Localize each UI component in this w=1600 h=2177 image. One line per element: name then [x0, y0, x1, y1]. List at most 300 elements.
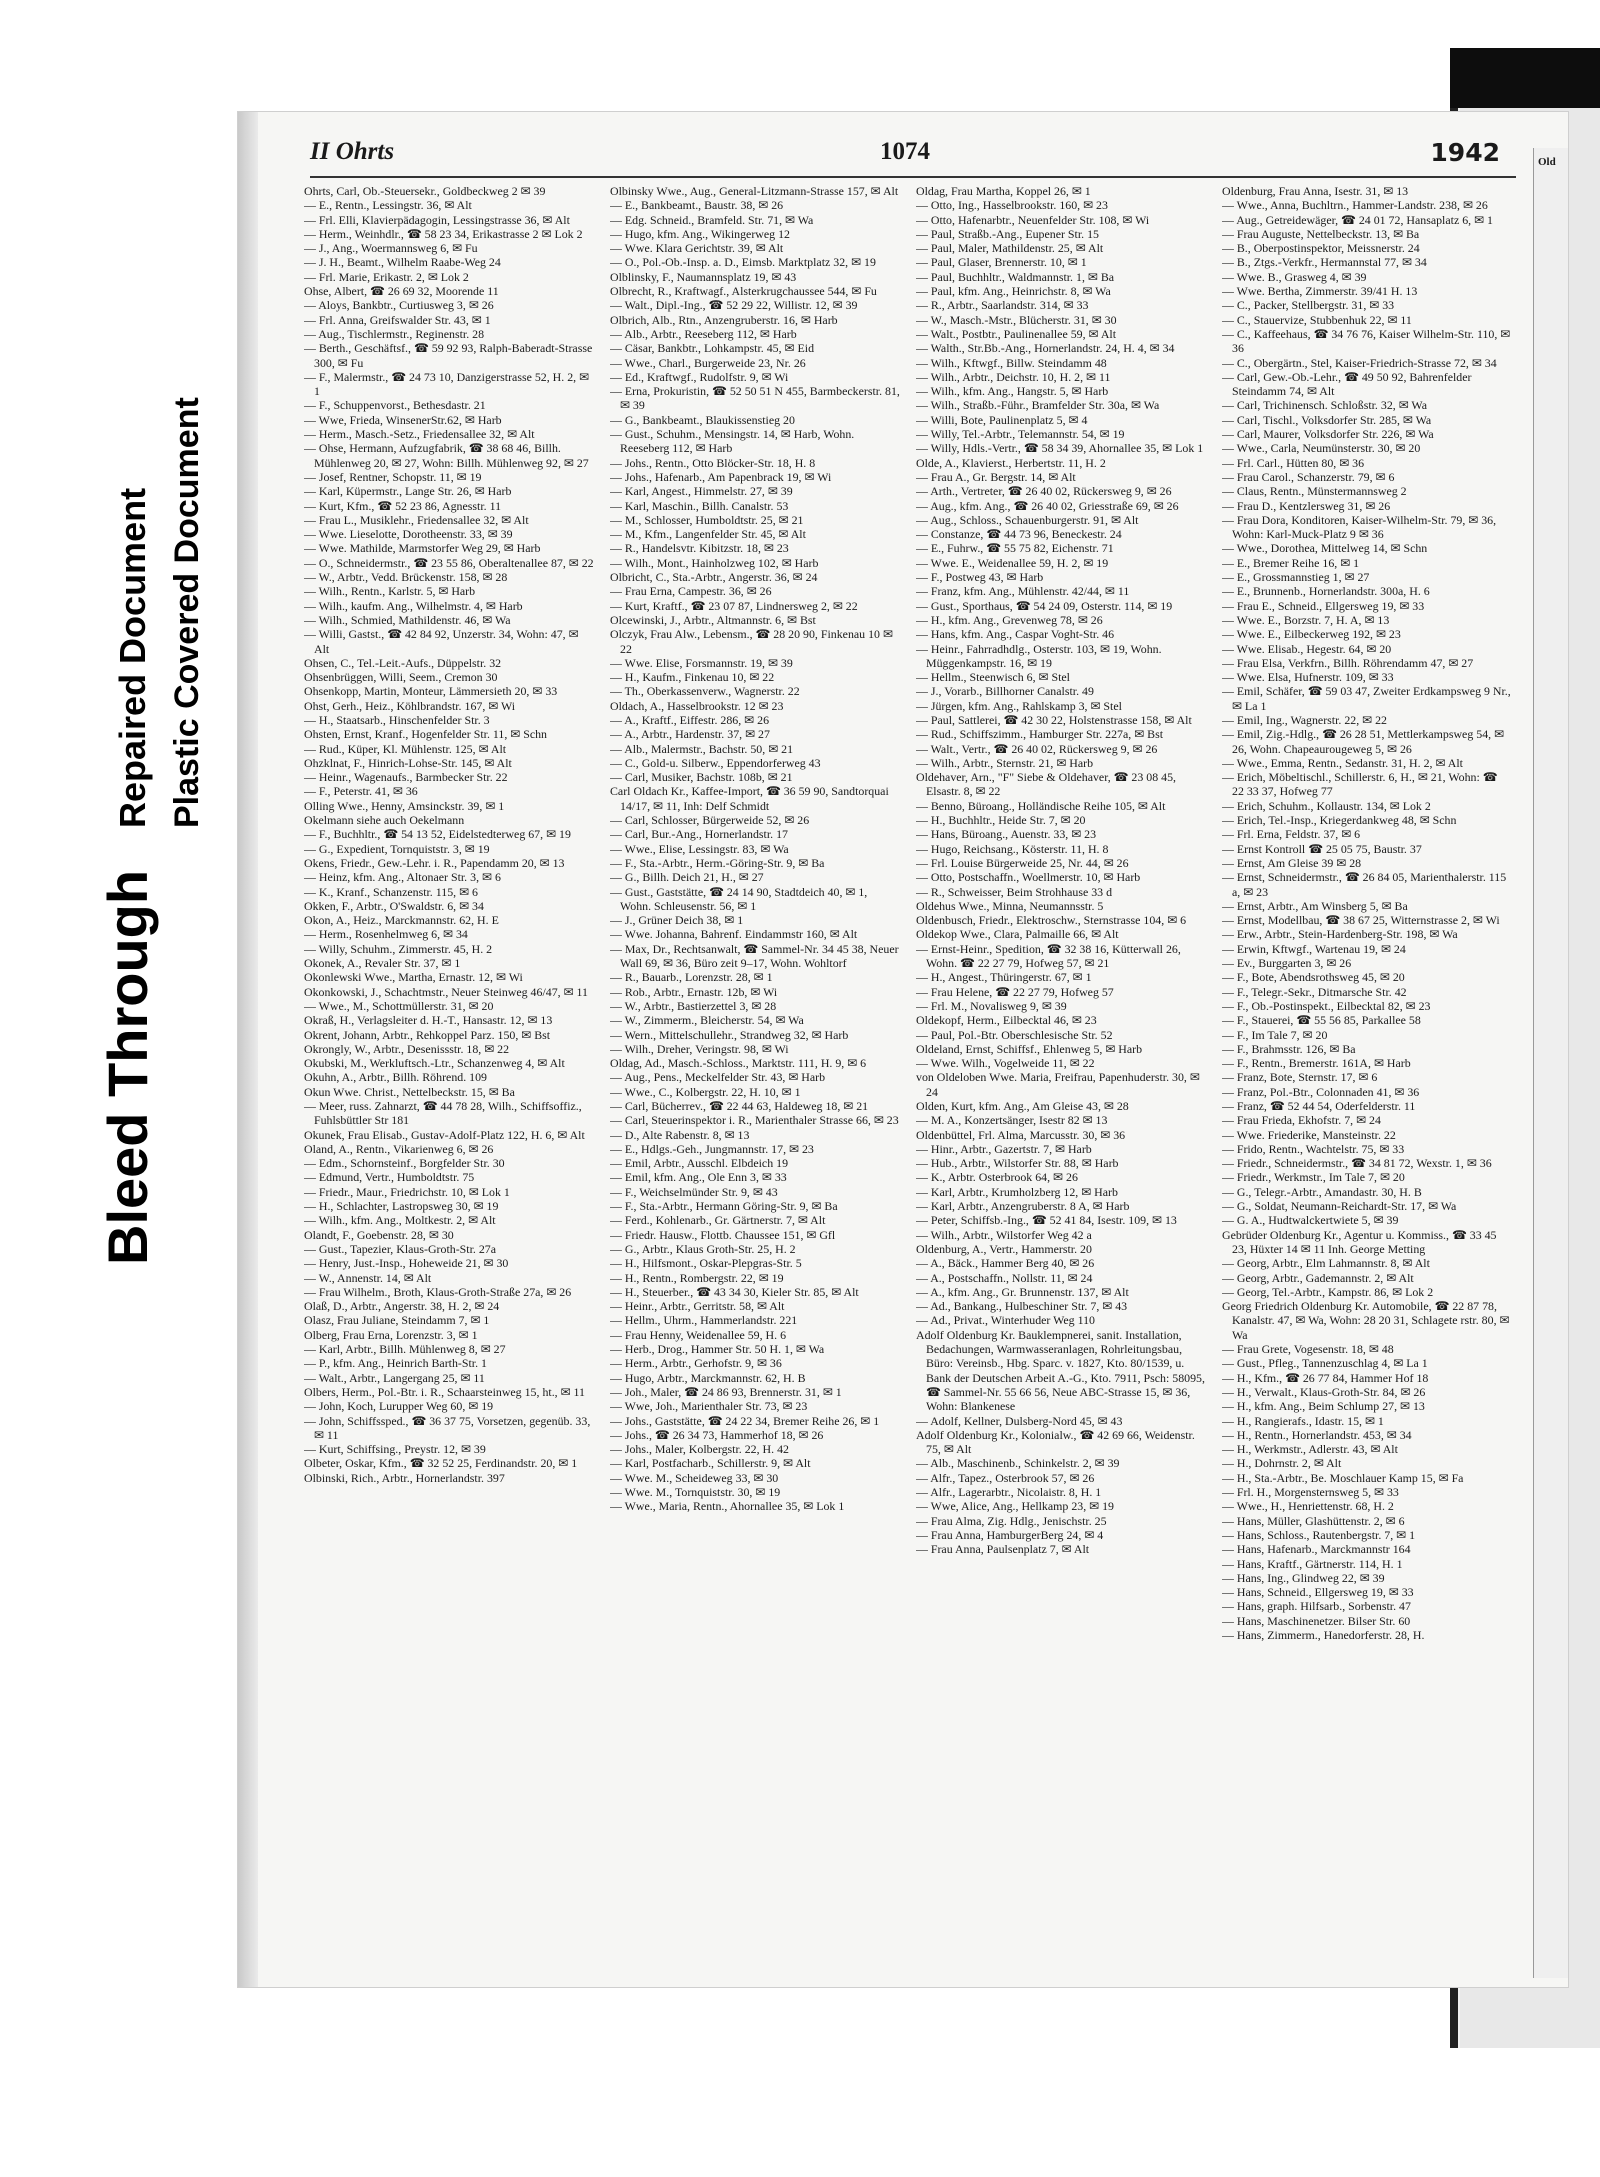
directory-entry: — Frl. Marie, Erikastr. 2, ✉ Lok 2 [304, 269, 469, 284]
directory-entry: — F., Schuppenvorst., Bethesdastr. 21 [304, 398, 486, 413]
column-1 [304, 184, 594, 1944]
directory-entry: — Wwe. E., Eilbeckerweg 192, ✉ 23 [1222, 627, 1401, 642]
directory-entry: — Rud., Schiffszimm., Hamburger Str. 227a, ✉ Bst [916, 727, 1163, 742]
directory-entry: Oldekopf, Herm., Eilbecktal 46, ✉ 23 [916, 1013, 1097, 1028]
directory-entry: — Walt., Vertr., ☎ 26 40 02, Rückersweg 9, ✉ 26 [916, 741, 1158, 756]
column-3 [916, 184, 1206, 1944]
directory-entry: — Ev., Burggarten 3, ✉ 26 [1222, 956, 1352, 971]
directory-entry: — Ernst, Modellbau, ☎ 38 67 25, Witternstrasse 2, ✉ Wi [1222, 913, 1500, 928]
directory-entry: — H., Hilfsmont., Oskar-Plepgras-Str. 5 [610, 1256, 802, 1271]
directory-entry: — H., Dohrnstr. 2, ✉ Alt [1222, 1456, 1342, 1471]
directory-entry: — F., Brahmsstr. 126, ✉ Ba [1222, 1041, 1356, 1056]
directory-entry: Okubski, M., Werkluftsch.-Ltr., Schanzenweg 4, ✉ Alt [304, 1056, 565, 1071]
directory-entry: — C., Kaffeehaus, ☎ 34 76 76, Kaiser Wilhelm-Str. 110, ✉ 36 [1222, 326, 1511, 356]
directory-entry: — Friedr., Schneidermstr., ☎ 34 81 72, Wexstr. 1, ✉ 36 [1222, 1156, 1492, 1171]
directory-entry: — O., Schneidermstr., ☎ 23 55 86, Oberaltenallee 87, ✉ 22 [304, 555, 594, 570]
directory-entry: — Paul, Maler, Mathildenstr. 25, ✉ Alt [916, 241, 1104, 256]
directory-entry: — Wwe., Dorothea, Mittelweg 14, ✉ Schn [1222, 541, 1428, 556]
directory-entry: — F., Postweg 43, ✉ Harb [916, 570, 1044, 585]
repaired-document-label: Repaired Document [112, 487, 153, 828]
directory-entry: — Frau Alma, Zig. Hdlg., Jenischstr. 25 [916, 1513, 1107, 1528]
directory-entry: — Wilh., kfm. Ang., Hangstr. 5, ✉ Harb [916, 384, 1109, 399]
directory-entry: — Frau Henny, Weidenallee 59, H. 6 [610, 1327, 787, 1342]
directory-entry: — H., Schlachter, Lastropsweg 30, ✉ 19 [304, 1199, 499, 1214]
directory-entry: — Wwe., H., Henriettenstr. 68, H. 2 [1222, 1499, 1394, 1514]
directory-entry: — Benno, Büroang., Holländische Reihe 105, ✉ Alt [916, 798, 1166, 813]
directory-entry: — Wwe., M., Schottmüllerstr. 31, ✉ 20 [304, 998, 494, 1013]
directory-entry: — W., Arbtr., Bastierzettel 3, ✉ 28 [610, 998, 777, 1013]
directory-entry: — Wwe. Johanna, Bahrenf. Eindammstr 160, ✉ Alt [610, 927, 858, 942]
directory-entry: — F., Ob.-Postinspekt., Eilbecktal 82, ✉ 23 [1222, 998, 1431, 1013]
directory-entry: Adolf Oldenburg Kr., Kolonialw., ☎ 42 69 66, Weidenstr. 75, ✉ Alt [916, 1427, 1195, 1457]
directory-entry: — Otto, Postschaffn., Woellmerstr. 10, ✉ Harb [916, 870, 1141, 885]
directory-entry: Oldach, A., Hasselbrookstr. 12 ✉ 23 [610, 698, 784, 713]
directory-entry: — Frau Dora, Konditoren, Kaiser-Wilhelm-Str. 79, ✉ 36, Wohn: Karl-Muck-Platz 9 ✉ 36 [1222, 512, 1497, 542]
directory-entry: — Frau E., Schneid., Ellgersweg 19, ✉ 33 [1222, 598, 1425, 613]
directory-entry: — Wwe., Carla, Neumünsterstr. 30, ✉ 20 [1222, 441, 1421, 456]
directory-entry: — Herm., Rosenhelmweg 6, ✉ 34 [304, 927, 468, 942]
directory-entry: Oldenburg, Frau Anna, Isestr. 31, ✉ 13 [1222, 184, 1409, 198]
directory-entry: — A., kfm. Ang., Gr. Brunnenstr. 137, ✉ Alt [916, 1284, 1129, 1299]
directory-entry: — E., Rentn., Lessingstr. 36, ✉ Alt [304, 198, 472, 213]
directory-entry: — H., Sta.-Arbtr., Be. Moschlauer Kamp 15, ✉ Fa [1222, 1470, 1464, 1485]
directory-entry: — Wilh., Arbtr., Wilstorfer Weg 42 a [916, 1227, 1092, 1242]
directory-entry: — Karl, Maschin., Billh. Canalstr. 53 [610, 498, 789, 513]
directory-entry: — Wwe., Charl., Burgerweide 23, Nr. 26 [610, 355, 806, 370]
directory-entry: — Meer, russ. Zahnarzt, ☎ 44 78 28, Wilh., Schiffsoffiz., Fuhlsbüttler Str 181 [304, 1099, 582, 1128]
directory-entry: — Wilh., Schmied, Mathildenstr. 46, ✉ Wa [304, 612, 511, 627]
directory-entry: — Hans, Hafenarb., Marckmannstr 164 [1222, 1542, 1411, 1557]
directory-entry: — Ernst, Arbtr., Am Winsberg 5, ✉ Ba [1222, 898, 1408, 913]
directory-entry: Oldag, Frau Martha, Koppel 26, ✉ 1 [916, 184, 1091, 198]
directory-entry: — Ernst Kontroll ☎ 25 05 75, Baustr. 37 [1222, 841, 1422, 856]
directory-entry: — Gust., Sporthaus, ☎ 54 24 09, Osterstr. 114, ✉ 19 [916, 598, 1173, 613]
directory-entry: — Frau Frieda, Ekhofstr. 7, ✉ 24 [1222, 1113, 1381, 1128]
directory-entry: — Paul, Sattlerei, ☎ 42 30 22, Holstenstrasse 158, ✉ Alt [916, 712, 1192, 727]
directory-entry: — Otto, Ing., Hasselbrookstr. 160, ✉ 23 [916, 198, 1108, 213]
directory-entry: — E., Hdlgs.-Geh., Jungmannstr. 17, ✉ 23 [610, 1141, 814, 1156]
directory-entry: — Hub., Arbtr., Wilstorfer Str. 88, ✉ Harb [916, 1156, 1119, 1171]
directory-entry: Oldenbüttel, Frl. Alma, Marcusstr. 30, ✉ 36 [916, 1127, 1126, 1142]
directory-entry: — Emil, Arbtr., Ausschl. Elbdeich 19 [610, 1156, 789, 1171]
directory-entry: Olcewinski, J., Arbtr., Altmannstr. 6, ✉ Bst [610, 612, 816, 627]
year: 1942 [1430, 138, 1500, 167]
directory-entry: — E., Fuhrw., ☎ 55 75 82, Eichenstr. 71 [916, 541, 1114, 556]
directory-entry: — Wwe., C., Kolbergstr. 22, H. 10, ✉ 1 [610, 1084, 801, 1099]
directory-entry: — Hinr., Arbtr., Gazertstr. 7, ✉ Harb [916, 1141, 1092, 1156]
directory-entry: — Wwe. Elise, Forsmannstr. 19, ✉ 39 [610, 655, 793, 670]
directory-entry: Olbers, Herm., Pol.-Btr. i. R., Schaarsteinweg 15, ht., ✉ 11 [304, 1384, 585, 1399]
directory-entry: — Karl, Arbtr., Anzengruberstr. 8 A, ✉ Harb [916, 1199, 1130, 1214]
directory-entry: — Emil, kfm. Ang., Ole Enn 3, ✉ 33 [610, 1170, 787, 1185]
directory-entry: — Paul, kfm. Ang., Heinrichstr. 8, ✉ Wa [916, 284, 1111, 299]
directory-entry: — R., Bauarb., Lorenzstr. 28, ✉ 1 [610, 970, 773, 985]
directory-entry: Gebrüder Oldenburg Kr., Agentur u. Kommiss., ☎ 33 45 23, Hüxter 14 ✉ 11 Inh. George Metting [1222, 1227, 1497, 1256]
directory-entry: — Rob., Arbtr., Ernastr. 12b, ✉ Wi [610, 984, 778, 999]
directory-entry: — Frau D., Kentzlersweg 31, ✉ 26 [1222, 498, 1391, 513]
directory-entry: — Hugo, kfm. Ang., Wikingerweg 12 [610, 226, 790, 241]
directory-entry: — Erich, Schuhm., Kollaustr. 134, ✉ Lok 2 [1222, 798, 1431, 813]
directory-entry: — Paul, Straßb.-Ang., Eupener Str. 15 [916, 226, 1099, 241]
directory-entry: — H., Rentn., Hornerlandstr. 453, ✉ 34 [1222, 1427, 1412, 1442]
directory-entry: — Heinr., Arbtr., Gerritstr. 58, ✉ Alt [610, 1299, 785, 1314]
directory-entry: — Paul, Glaser, Brennerstr. 10, ✉ 1 [916, 255, 1087, 270]
directory-entry: — Erich, Tel.-Insp., Kriegerdankweg 48, ✉ Schn [1222, 813, 1457, 828]
header-rule [310, 176, 1516, 178]
directory-entry: — Wwe, Joh., Marienthaler Str. 73, ✉ 23 [610, 1399, 808, 1414]
directory-entry: — F., Peterstr. 41, ✉ 36 [304, 784, 418, 799]
directory-entry: Oland, A., Rentn., Vikarienweg 6, ✉ 26 [304, 1141, 494, 1156]
directory-entry: — Frau L., Musiklehr., Friedensallee 32, ✉ Alt [304, 512, 529, 527]
directory-entry: — Frau Helene, ☎ 22 27 79, Hofweg 57 [916, 984, 1114, 999]
directory-entry: — Frido, Rentn., Wachtelstr. 75, ✉ 33 [1222, 1141, 1405, 1156]
directory-entry: — M., Kfm., Langenfelder Str. 45, ✉ Alt [610, 527, 806, 542]
directory-entry: — H., Angest., Thüringerstr. 67, ✉ 1 [916, 970, 1092, 985]
directory-entry: — Wwe., Elise, Lessingstr. 83, ✉ Wa [610, 841, 789, 856]
directory-entry: Ohse, Albert, ☎ 26 69 32, Moorende 11 [304, 284, 499, 299]
directory-entry: — Hellm., Uhrm., Hammerlandstr. 221 [610, 1313, 798, 1328]
directory-entry: — P., kfm. Ang., Heinrich Barth-Str. 1 [304, 1356, 487, 1371]
directory-entry: — Frau Anna, HamburgerBerg 24, ✉ 4 [916, 1527, 1104, 1542]
directory-entry: — Claus, Rentn., Münstermannsweg 2 [1222, 484, 1407, 499]
directory-entry: Olbinski, Rich., Arbtr., Hornerlandstr. 397 [304, 1470, 505, 1485]
directory-entry: Olasz, Frau Juliane, Steindamm 7, ✉ 1 [304, 1313, 490, 1328]
directory-entry: — Johs., Gaststätte, ☎ 24 22 34, Bremer Reihe 26, ✉ 1 [610, 1413, 880, 1428]
directory-entry: — Wern., Mittelschullehr., Strandweg 32, ✉ Harb [610, 1027, 849, 1042]
directory-entry: — Aug., kfm. Ang., ☎ 26 40 02, Griesstraße 69, ✉ 26 [916, 498, 1179, 513]
directory-entry: — Ernst, Am Gleise 39 ✉ 28 [1222, 855, 1362, 870]
directory-entry: — F., Malermstr., ☎ 24 73 10, Danzigerstrasse 52, H. 2, ✉ 1 [304, 369, 590, 399]
directory-entry: — Otto, Hafenarbtr., Neuenfelder Str. 108, ✉ Wi [916, 212, 1150, 227]
directory-entry: — Wwe. E., Weidenallee 59, H. 2, ✉ 19 [916, 555, 1109, 570]
directory-entry: — Adolf, Kellner, Dulsberg-Nord 45, ✉ 43 [916, 1413, 1123, 1428]
directory-entry: — Wilh., Kftwgf., Billw. Steindamm 48 [916, 355, 1107, 370]
directory-entry: Ohsen, C., Tel.-Leit.-Aufs., Düppelstr. 32 [304, 655, 502, 670]
directory-entry: — H., kfm. Ang., Grevenweg 78, ✉ 26 [916, 612, 1103, 627]
directory-entry: — Walth., Str.Bb.-Ang., Hornerlandstr. 24, H. 4, ✉ 34 [916, 341, 1175, 356]
directory-entry: — Wilh., Dreher, Veringstr. 98, ✉ Wi [610, 1041, 789, 1056]
directory-entry: — Georg, Arbtr., Gademannstr. 2, ✉ Alt [1222, 1270, 1414, 1285]
directory-entry: — A., Arbtr., Hardenstr. 37, ✉ 27 [610, 727, 770, 742]
directory-entry: — Gust., Pfleg., Tannenzuschlag 4, ✉ La 1 [1222, 1356, 1428, 1371]
directory-entry: — J., Grüner Deich 38, ✉ 1 [610, 913, 744, 928]
directory-entry: — F., Stauerei, ☎ 55 56 85, Parkallee 58 [1222, 1013, 1421, 1028]
directory-entry: — C., Gold-u. Silberw., Eppendorferweg 43 [610, 755, 821, 770]
directory-entry: — Alfr., Lagerarbtr., Nicolaistr. 8, H. 1 [916, 1485, 1102, 1500]
directory-entry: — Wwe. Elisab., Hegestr. 64, ✉ 20 [1222, 641, 1392, 656]
directory-entry: — O., Pol.-Ob.-Insp. a. D., Eimsb. Marktplatz 32, ✉ 19 [610, 255, 876, 270]
directory-entry: — John, Koch, Lurupper Weg 60, ✉ 19 [304, 1399, 494, 1414]
directory-entry: — C., Stauervize, Stubbenhuk 22, ✉ 11 [1222, 312, 1412, 327]
directory-entry: — A., Postschaffn., Nollstr. 11, ✉ 24 [916, 1270, 1093, 1285]
directory-entry: — E., Brunnenb., Hornerlandstr. 300a, H. 6 [1222, 584, 1430, 599]
directory-entry: — Friedr. Hausw., Flottb. Chaussee 151, ✉ Gfl [610, 1227, 836, 1242]
directory-entry: Oldenbusch, Friedr., Elektroschw., Sternstrasse 104, ✉ 6 [916, 913, 1187, 928]
directory-entry: — Walt., Postbtr., Paulinenallee 59, ✉ Alt [916, 326, 1117, 341]
directory-entry: — Henry, Just.-Insp., Hoheweide 21, ✉ 30 [304, 1256, 509, 1271]
directory-entry: — Jürgen, kfm. Ang., Rahlskamp 3, ✉ Stel [916, 698, 1122, 713]
directory-entry: — Karl, Angest., Himmelstr. 27, ✉ 39 [610, 484, 793, 499]
directory-entry: Okken, F., Arbtr., O'Swaldstr. 6, ✉ 34 [304, 898, 484, 913]
directory-entry: — Rud., Küper, Kl. Mühlenstr. 125, ✉ Alt [304, 741, 507, 756]
directory-entry: — Wilh., Mont., Hainholzweg 102, ✉ Harb [610, 555, 819, 570]
directory-entry: — Heinr., Fahrradhdlg., Osterstr. 103, ✉ 19, Wohn. Müggenkampstr. 16, ✉ 19 [916, 641, 1162, 670]
directory-entry: — Wwe, Frieda, WinsenerStr.62, ✉ Harb [304, 412, 502, 427]
directory-entry: — Walt., Arbtr., Langergang 25, ✉ 11 [304, 1370, 485, 1385]
directory-entry: Olaß, D., Arbtr., Angerstr. 38, H. 2, ✉ 24 [304, 1299, 500, 1314]
directory-entry: — Karl, Küpermstr., Lange Str. 26, ✉ Harb [304, 484, 512, 499]
directory-entry: — Hans, Müller, Glashüttenstr. 2, ✉ 6 [1222, 1513, 1405, 1528]
directory-entry: — Herm., Masch.-Setz., Friedensallee 32, ✉ Alt [304, 427, 535, 442]
directory-entry: — M., Schlosser, Humboldtstr. 25, ✉ 21 [610, 512, 804, 527]
directory-entry: — Wwe. Lieselotte, Dorotheenstr. 33, ✉ 39 [304, 527, 513, 542]
directory-entry: — Carl, Steuerinspektor i. R., Marienthaler Strasse 66, ✉ 23 [610, 1113, 899, 1128]
directory-entry: — M. A., Konzertsänger, Isestr 82 ✉ 13 [916, 1113, 1108, 1128]
directory-entry: — Max, Dr., Rechtsanwalt, ☎ Sammel-Nr. 34 45 38, Neuer Wall 69, ✉ 36, Büro zeit 9–17, Wohn. Wohltorf [610, 941, 899, 971]
directory-entry: — Frau A., Gr. Bergstr. 14, ✉ Alt [916, 469, 1076, 484]
directory-entry: — C., Packer, Stellbergstr. 31, ✉ 33 [1222, 298, 1395, 313]
directory-entry: — Franz, Bote, Sternstr. 17, ✉ 6 [1222, 1070, 1378, 1085]
directory-entry: — Hans, Büroang., Auenstr. 33, ✉ 23 [916, 827, 1097, 842]
directory-entry: Ohsenkopp, Martin, Monteur, Lämmersieth 20, ✉ 33 [304, 684, 558, 699]
directory-entry: — Erna, Prokuristin, ☎ 52 50 51 N 455, Barmbeckerstr. 81, ✉ 39 [610, 384, 900, 413]
directory-entry: Ohsenbrüggen, Willi, Seem., Cremon 30 [304, 670, 498, 685]
directory-entry: — B., Ztgs.-Verkfr., Hermannstal 77, ✉ 34 [1222, 255, 1427, 270]
directory-entry: — H., Rangierafs., Idastr. 15, ✉ 1 [1222, 1413, 1384, 1428]
directory-entry: — Friedr., Werkmstr., Im Tale 7, ✉ 20 [1222, 1170, 1405, 1185]
directory-entry: — Ohse, Hermann, Aufzugfabrik, ☎ 38 68 46, Billh. Mühlenweg 20, ✉ 27, Wohn: Billh. Mühlenweg 92, ✉ 27 [304, 441, 589, 470]
directory-entry: — Franz, kfm. Ang., Mühlenstr. 42/44, ✉ 11 [916, 584, 1130, 599]
directory-entry: — Edg. Schneid., Bramfeld. Str. 71, ✉ Wa [610, 212, 814, 227]
directory-entry: — Wilh., Arbtr., Sternstr. 21, ✉ Harb [916, 755, 1094, 770]
directory-entry: — Wwe. Elsa, Hufnerstr. 109, ✉ 33 [1222, 670, 1394, 685]
directory-entry: Olbeter, Oskar, Kfm., ☎ 32 52 25, Ferdinandstr. 20, ✉ 1 [304, 1456, 578, 1471]
directory-entry: — Alb., Maschinenb., Schinkelstr. 2, ✉ 39 [916, 1456, 1120, 1471]
directory-entry: — Aug., Schloss., Schauenburgerstr. 91, ✉ Alt [916, 512, 1139, 527]
directory-entry: — Emil, Schäfer, ☎ 59 03 47, Zweiter Erdkampsweg 9 Nr., ✉ La 1 [1222, 684, 1511, 713]
directory-entry: — Hugo, Reichsang., Kösterstr. 11, H. 8 [916, 841, 1109, 856]
directory-entry: — G., Expedient, Tornquiststr. 3, ✉ 19 [304, 841, 490, 856]
directory-entry: Okens, Friedr., Gew.-Lehr. i. R., Papendamm 20, ✉ 13 [304, 855, 565, 870]
directory-entry: — Th., Oberkassenverw., Wagnerstr. 22 [610, 684, 800, 699]
directory-entry: Ohst, Gerh., Heiz., Köhlbrandstr. 167, ✉ Wi [304, 698, 516, 713]
directory-entry: — R., Schweisser, Beim Strohhause 33 d [916, 884, 1113, 899]
directory-entry: — Gust., Tapezier, Klaus-Groth-Str. 27a [304, 1241, 496, 1256]
directory-entry: — H., Kfm., ☎ 26 77 84, Hammer Hof 18 [1222, 1370, 1429, 1385]
directory-entry: Okrongly, W., Arbtr., Desenissstr. 18, ✉ 22 [304, 1041, 510, 1056]
directory-entry: — Wwe. B., Grasweg 4, ✉ 39 [1222, 269, 1367, 284]
directory-entry: — W., Arbtr., Vedd. Brückenstr. 158, ✉ 28 [304, 570, 508, 585]
directory-entry: — Edmund, Vertr., Humboldtstr. 75 [304, 1170, 475, 1185]
directory-entry: — Aloys, Bankbtr., Curtiusweg 3, ✉ 26 [304, 298, 494, 313]
directory-entry: — F., Telegr.-Sekr., Ditmarsche Str. 42 [1222, 984, 1407, 999]
directory-entry: Olbricht, C., Sta.-Arbtr., Angerstr. 36, ✉ 24 [610, 570, 818, 585]
directory-entry: — Wwe., Maria, Rentn., Ahornallee 35, ✉ Lok 1 [610, 1499, 845, 1514]
directory-entry: Olbrich, Alb., Rtn., Anzengruberstr. 16, ✉ Harb [610, 312, 838, 327]
directory-entry: Okunek, Frau Elisab., Gustav-Adolf-Platz 122, H. 6, ✉ Alt [304, 1127, 585, 1142]
column-area [304, 184, 1516, 1944]
directory-entry: — E., Grossmannstieg 1, ✉ 27 [1222, 570, 1370, 585]
directory-entry: — Wwe. M., Tornquiststr. 30, ✉ 19 [610, 1485, 781, 1500]
directory-entry: — Georg, Tel.-Arbtr., Kampstr. 86, ✉ Lok 2 [1222, 1284, 1434, 1299]
directory-entry: — Aug., Getreidewäger, ☎ 24 01 72, Hansaplatz 6, ✉ 1 [1222, 212, 1493, 227]
directory-entry: — Ernst-Heinr., Spedition, ☎ 32 38 16, Kütterwall 26, Wohn. ☎ 22 27 79, Hofweg 57, ✉ 21 [916, 941, 1181, 971]
directory-entry: — Wwe. Mathilde, Marmstorfer Weg 29, ✉ Harb [304, 541, 541, 556]
directory-entry: Ohsten, Ernst, Kranf., Hogenfelder Str. 11, ✉ Schn [304, 727, 547, 742]
directory-entry: — Karl, Postfacharb., Schillerstr. 9, ✉ Alt [610, 1456, 811, 1471]
directory-entry: Okonkowski, J., Schachtmstr., Neuer Steinweg 46/47, ✉ 11 [304, 984, 588, 999]
directory-entry: — Frau Wilhelm., Broth, Klaus-Groth-Straße 27a, ✉ 26 [304, 1284, 572, 1299]
directory-entry: — Wwe., Anna, Buchltrn., Hammer-Landstr. 238, ✉ 26 [1222, 198, 1488, 213]
directory-entry: Oldeland, Ernst, Schiffsf., Ehlenweg 5, ✉ Harb [916, 1041, 1143, 1056]
directory-entry: — Herm., Weinhdlr., ☎ 58 23 34, Erikastrasse 2 ✉ Lok 2 [304, 226, 583, 241]
directory-entry: — H., Buchhltr., Heide Str. 7, ✉ 20 [916, 813, 1086, 828]
bleed-through-label: Bleed Through [96, 869, 159, 1265]
directory-entry: — Carl, Tischl., Volksdorfer Str. 285, ✉ Wa [1222, 412, 1432, 427]
directory-entry: — J. H., Beamt., Wilhelm Raabe-Weg 24 [304, 255, 501, 270]
directory-entry: — Wilh., kaufm. Ang., Wilhelmstr. 4, ✉ Harb [304, 598, 523, 613]
directory-entry: — Ferd., Kohlenarb., Gr. Gärtnerstr. 7, ✉ Alt [610, 1213, 826, 1228]
directory-entry: — Gust., Gaststätte, ☎ 24 14 90, Stadtdeich 40, ✉ 1, Wohn. Schleusenstr. 56, ✉ 1 [610, 884, 868, 913]
directory-entry: Olling Wwe., Henny, Amsinckstr. 39, ✉ 1 [304, 798, 505, 813]
directory-entry: — Hans, kfm. Ang., Caspar Voght-Str. 46 [916, 627, 1115, 642]
directory-entry: — Kurt, Kraftf., ☎ 23 07 87, Lindnersweg 2, ✉ 22 [610, 598, 858, 613]
directory-entry: Oldehus Wwe., Minna, Neumannsstr. 5 [916, 898, 1104, 913]
directory-entry: — Frl. H., Morgensternsweg 5, ✉ 33 [1222, 1485, 1399, 1500]
directory-entry: — Frl. Erna, Feldstr. 37, ✉ 6 [1222, 827, 1361, 842]
directory-entry: — E., Bremer Reihe 16, ✉ 1 [1222, 555, 1360, 570]
directory-entry: — Edm., Schornsteinf., Borgfelder Str. 30 [304, 1156, 505, 1171]
directory-entry: Olde, A., Klavierst., Herbertstr. 11, H. 2 [916, 455, 1106, 470]
directory-entry: — Emil, Zig.-Hdlg., ☎ 26 28 51, Mettlerkampsweg 54, ✉ 26, Wohn. Chapeaurougeweg 5, ✉ 26 [1222, 727, 1505, 756]
directory-entry: Olczyk, Frau Alw., Lebensm., ☎ 28 20 90, Finkenau 10 ✉ 22 [610, 627, 893, 656]
directory-entry: Oldekop Wwe., Clara, Palmaille 66, ✉ Alt [916, 927, 1119, 942]
directory-entry: — Wwe. Friederike, Mansteinstr. 22 [1222, 1127, 1396, 1142]
directory-entry: — Wwe. Klara Gerichtstr. 39, ✉ Alt [610, 241, 784, 256]
directory-entry: — F., Bote, Abendsrothsweg 45, ✉ 20 [1222, 970, 1405, 985]
directory-entry: — W., Annenstr. 14, ✉ Alt [304, 1270, 432, 1285]
directory-entry: — F., Rentn., Bremerstr. 161A, ✉ Harb [1222, 1056, 1411, 1071]
directory-entry: Carl Oldach Kr., Kaffee-Import, ☎ 36 59 90, Sandtorquai 14/17, ✉ 11, Inh: Delf Schmidt [610, 784, 889, 813]
directory-entry: — G. A., Hudtwalckertwiete 5, ✉ 39 [1222, 1213, 1399, 1228]
directory-entry: — G., Telegr.-Arbtr., Amandastr. 30, H. B [1222, 1184, 1422, 1199]
column-2 [610, 184, 900, 1944]
directory-entry: Olbinsky Wwe., Aug., General-Litzmann-Strasse 157, ✉ Alt [610, 184, 899, 198]
top-margin [0, 0, 1600, 48]
directory-entry: — Frl. M., Novalisweg 9, ✉ 39 [916, 998, 1067, 1013]
directory-entry: — Frau Auguste, Nettelbeckstr. 13, ✉ Ba [1222, 226, 1420, 241]
directory-entry: Okrent, Johann, Arbtr., Rehkoppel Parz. 150, ✉ Bst [304, 1027, 551, 1042]
directory-entry: — G., Arbtr., Klaus Groth-Str. 25, H. 2 [610, 1241, 796, 1256]
directory-entry: — Carl, Musiker, Bachstr. 108b, ✉ 21 [610, 770, 793, 785]
directory-entry: — Carl, Trichinensch. Schloßstr. 32, ✉ Wa [1222, 398, 1427, 413]
directory-entry: — D., Alte Rabenstr. 8, ✉ 13 [610, 1127, 750, 1142]
directory-entry: — Willy, Tel.-Arbtr., Telemannstr. 54, ✉ 19 [916, 427, 1125, 442]
directory-entry: Oldehaver, Arn., "F" Siebe & Oldehaver, ☎ 23 08 45, Elsastr. 8, ✉ 22 [916, 770, 1177, 799]
directory-entry: — Joh., Maler, ☎ 24 86 93, Brennerstr. 31, ✉ 1 [610, 1384, 842, 1399]
directory-entry: — Wilh., Straßb.-Führ., Bramfelder Str. 30a, ✉ Wa [916, 398, 1160, 413]
directory-entry: — K., Arbtr. Osterbrook 64, ✉ 26 [916, 1170, 1078, 1185]
directory-entry: — H., Kaufm., Finkenau 10, ✉ 22 [610, 670, 775, 685]
directory-entry: — Aug., Tischlermstr., Reginenstr. 28 [304, 326, 485, 341]
directory-entry: Okonek, A., Revaler Str. 37, ✉ 1 [304, 956, 461, 971]
directory-entry: — Walt., Dipl.-Ing., ☎ 52 29 22, Willistr. 12, ✉ 39 [610, 298, 858, 313]
directory-entry: — Alb., Arbtr., Reeseberg 112, ✉ Harb [610, 326, 797, 341]
directory-entry: — Hugo, Arbtr., Marckmannstr. 62, H. B [610, 1370, 806, 1385]
directory-entry: — H., Staatsarb., Hinschenfelder Str. 3 [304, 712, 490, 727]
directory-entry: — G., Billh. Deich 21, H., ✉ 27 [610, 870, 764, 885]
directory-entry: — Gust., Schuhm., Mensingstr. 14, ✉ Harb, Wohn. Reeseberg 112, ✉ Harb [610, 427, 855, 456]
directory-entry: — Frau Carol., Schanzerstr. 79, ✉ 6 [1222, 469, 1395, 484]
directory-entry: — Karl, Arbtr., Krumholzberg 12, ✉ Harb [916, 1184, 1118, 1199]
directory-entry: — Berth., Geschäftsf., ☎ 59 92 93, Ralph-Baberadt-Strasse 300, ✉ Fu [304, 341, 593, 370]
directory-entry: — Peter, Schiffsb.-Ing., ☎ 52 41 84, Isestr. 109, ✉ 13 [916, 1213, 1177, 1228]
directory-entry: — H., Rentn., Rombergstr. 22, ✉ 19 [610, 1270, 784, 1285]
directory-entry: Olandt, F., Goebenstr. 28, ✉ 30 [304, 1227, 454, 1242]
directory-entry: — Karl, Arbtr., Billh. Mühlenweg 8, ✉ 27 [304, 1342, 506, 1357]
directory-entry: — R., Arbtr., Saarlandstr. 314, ✉ 33 [916, 298, 1089, 313]
directory-entry: — Heinz, kfm. Ang., Altonaer Str. 3, ✉ 6 [304, 870, 501, 885]
directory-entry: — R., Handelsvtr. Kibitzstr. 18, ✉ 23 [610, 541, 789, 556]
directory-entry: — Hans, Zimmerm., Hanedorferstr. 28, H. [1222, 1627, 1425, 1642]
directory-entry: — Alfr., Tapez., Osterbrook 57, ✉ 26 [916, 1470, 1095, 1485]
directory-entry: Olberg, Frau Erna, Lorenzstr. 3, ✉ 1 [304, 1327, 478, 1342]
directory-entry: — Hans, Schloss., Rautenbergstr. 7, ✉ 1 [1222, 1527, 1416, 1542]
directory-entry: — Paul, Pol.-Btr. Oberschlesische Str. 52 [916, 1027, 1113, 1042]
directory-entry: — H., Verwalt., Klaus-Groth-Str. 84, ✉ 26 [1222, 1384, 1426, 1399]
directory-entry: — Carl, Bur.-Ang., Hornerlandstr. 17 [610, 827, 789, 842]
directory-entry: — Alb., Malermstr., Bachstr. 50, ✉ 21 [610, 741, 794, 756]
directory-entry: — Wwe. M., Scheideweg 33, ✉ 30 [610, 1470, 779, 1485]
directory-entry: — Hans, Ing., Glindweg 22, ✉ 39 [1222, 1570, 1385, 1585]
directory-entry: — Emil, Ing., Wagnerstr. 22, ✉ 22 [1222, 712, 1387, 727]
next-page-fragment [1533, 148, 1568, 1978]
directory-entry: Okonlewski Wwe., Martha, Ernastr. 12, ✉ Wi [304, 970, 523, 985]
directory-entry: — W., Zimmerm., Bleicherstr. 54, ✉ Wa [610, 1013, 804, 1028]
scanner-background-corner [1450, 48, 1600, 108]
directory-entry: — Wilh., kfm. Ang., Moltkestr. 2, ✉ Alt [304, 1213, 496, 1228]
directory-entry: — Carl, Maurer, Volksdorfer Str. 226, ✉ Wa [1222, 427, 1434, 442]
directory-entry: — Kurt, Schiffsing., Preystr. 12, ✉ 39 [304, 1442, 486, 1457]
directory-entry: — Carl, Schlosser, Bürgerweide 52, ✉ 26 [610, 813, 810, 828]
directory-entry: — Hans, graph. Hilfsarb., Sorbenstr. 47 [1222, 1599, 1411, 1614]
page-header [310, 138, 1500, 178]
directory-entry: — Johs., Hafenarb., Am Papenbrack 19, ✉ Wi [610, 469, 832, 484]
next-page-fragment-text: Old [1538, 156, 1556, 168]
plastic-covered-label: Plastic Covered Document [168, 397, 206, 828]
directory-entry: — Heinr., Wagenaufs., Barmbecker Str. 22 [304, 770, 508, 785]
directory-entry: — J., Vorarb., Billhorner Canalstr. 49 [916, 684, 1094, 699]
directory-entry: — Franz, ☎ 52 44 54, Oderfelderstr. 11 [1222, 1099, 1416, 1113]
directory-entry: — John, Schiffssped., ☎ 36 37 75, Vorsetzen, gegenüb. 33, ✉ 11 [304, 1413, 591, 1442]
directory-entry: — Willi, Bote, Paulinenplatz 5, ✉ 4 [916, 412, 1088, 427]
directory-entry: Okuhn, A., Arbtr., Billh. Röhrend. 109 [304, 1070, 487, 1085]
directory-entry: — Hans, Schneid., Ellgersweg 19, ✉ 33 [1222, 1585, 1414, 1600]
directory-entry: — A., Kraftf., Eiffestr. 286, ✉ 26 [610, 712, 770, 727]
directory-entry: — Herm., Arbtr., Gerhofstr. 9, ✉ 36 [610, 1356, 782, 1371]
directory-entry: — Johs., Maler, Kolbergstr. 22, H. 42 [610, 1442, 789, 1457]
directory-entry: — Hans, Kraftf., Gärtnerstr. 114, H. 1 [1222, 1556, 1403, 1571]
directory-entry: — Arth., Vertreter, ☎ 26 40 02, Rückersweg 9, ✉ 26 [916, 484, 1172, 499]
directory-entry: von Oldeloben Wwe. Maria, Freifrau, Papenhuderstr. 30, ✉ 24 [916, 1070, 1200, 1099]
directory-entry: — J., Ang., Woermannsweg 6, ✉ Fu [304, 241, 478, 256]
directory-entry: — Georg, Arbtr., Elm Lahmannstr. 8, ✉ Alt [1222, 1256, 1430, 1271]
column-4 [1222, 184, 1512, 1944]
directory-entry: Okraß, H., Verlagsleiter d. H.-T., Hansastr. 12, ✉ 13 [304, 1013, 553, 1028]
directory-entry: — Frau Elsa, Verkfrn., Billh. Röhrendamm 47, ✉ 27 [1222, 655, 1474, 670]
directory-entry: — Willy, Schuhm., Zimmerstr. 45, H. 2 [304, 941, 493, 956]
directory-entry: — Hellm., Steenwisch 6, ✉ Stel [916, 670, 1070, 685]
